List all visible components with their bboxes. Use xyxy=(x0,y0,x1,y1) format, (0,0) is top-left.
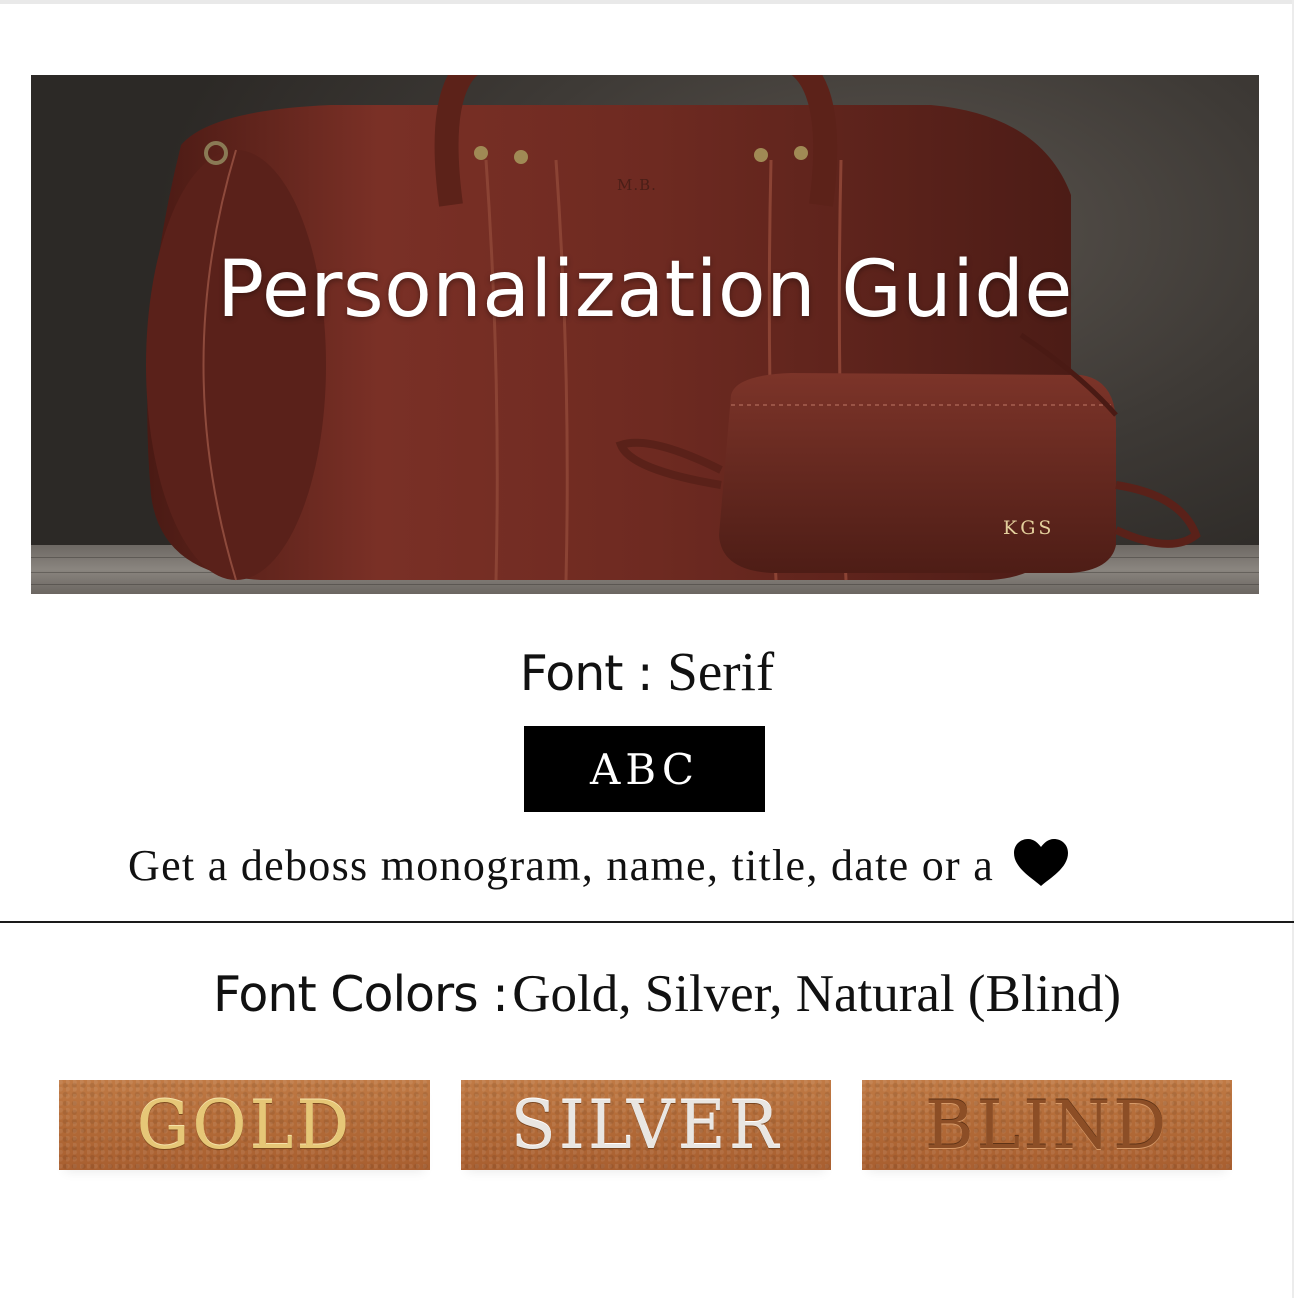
font-sample-box xyxy=(524,726,765,812)
font-sample-text: ABC xyxy=(589,744,700,794)
font-colors-label: Font Colors : xyxy=(212,966,508,1023)
swatch-blind-label: BLIND xyxy=(924,1086,1170,1164)
swatch-blind xyxy=(862,1080,1232,1170)
heart-icon xyxy=(1012,838,1070,901)
font-colors-heading xyxy=(0,965,1294,1023)
font-heading xyxy=(0,641,1294,702)
hero-photo xyxy=(31,75,1259,594)
swatch-silver-label: SILVER xyxy=(510,1086,782,1164)
font-value: Serif xyxy=(667,641,775,702)
font-label: Font : xyxy=(519,645,653,702)
swatch-gold-label: GOLD xyxy=(136,1086,353,1164)
section-divider xyxy=(0,921,1294,923)
font-colors-value: Gold, Silver, Natural (Blind) xyxy=(512,965,1121,1023)
swatch-silver xyxy=(461,1080,831,1170)
page-title: Personalization Guide xyxy=(217,245,1073,335)
deboss-description-text: Get a deboss monogram, name, title, date or a xyxy=(128,841,995,890)
duffel-monogram: M.B. xyxy=(617,176,657,194)
swatch-gold xyxy=(59,1080,430,1170)
pouch-monogram: KGS xyxy=(1003,517,1055,539)
frame-top-border xyxy=(0,0,1294,4)
deboss-description xyxy=(128,838,1228,901)
